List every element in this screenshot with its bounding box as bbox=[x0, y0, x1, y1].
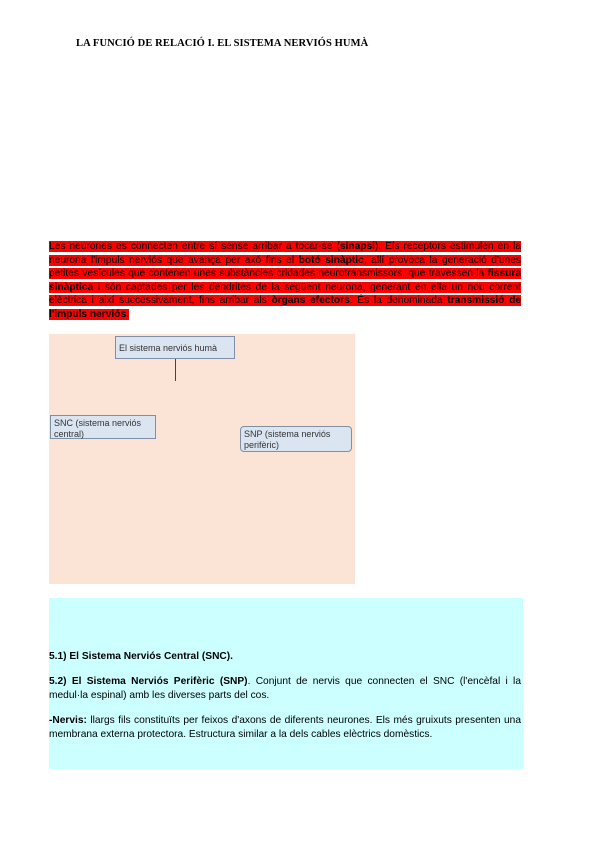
term-sinapsi: sinapsi bbox=[339, 241, 375, 252]
section-snp-paragraph bbox=[49, 675, 521, 702]
text-run: i són captades per les dendrites de la següent neurona, generant en ella un nou corrent elèctrica i així successivament, fins arribar als bbox=[49, 281, 521, 307]
section-snp-text: . Conjunt de nervis que connecten el SNC (l'encèfal i la medul·la espinal) amb les diverses parts del cos. bbox=[49, 676, 521, 701]
diagram-connector bbox=[175, 359, 176, 381]
term-boto-sinaptic: botó sinàptic bbox=[298, 254, 364, 266]
nervis-text: llargs fils constituïts per feixos d'axons de diferents neurones. Els més gruixuts presenten una membrana externa protectora. Estructura similar a la dels cables elèctrics domèstics. bbox=[49, 715, 521, 740]
text-run: ). Els receptors estimulen en la neurona l'impuls nerviós que avança per axó fins el bbox=[49, 241, 521, 266]
page-title: LA FUNCIÓ DE RELACIÓ I. EL SISTEMA NERVIÓS HUMÀ bbox=[76, 38, 369, 49]
diagram-snc-box: SNC (sistema nerviós central) bbox=[50, 415, 156, 439]
text-run: Les neurones es connecten entre sí sense arribar a tocar-se ( bbox=[49, 241, 340, 252]
nervis-paragraph bbox=[49, 714, 521, 741]
nervis-label: -Nervis: bbox=[49, 715, 87, 726]
section-snc-heading: 5.1) El Sistema Nerviós Central (SNC). bbox=[49, 651, 234, 662]
term-fissura: fissura sinàptica bbox=[49, 268, 521, 293]
section-snp-heading: 5.2) El Sistema Nerviós Perifèric (SNP) bbox=[49, 676, 248, 687]
term-organs: òrgans efectors bbox=[271, 295, 350, 307]
term-transmissio: transmissió de l'impuls nerviós. bbox=[49, 295, 522, 320]
highlighted-text bbox=[49, 241, 521, 320]
synapse-paragraph bbox=[49, 240, 521, 322]
text-run: , allí provoca la generació d'unes petites vesícules que contenen unes substàncies cridades neurotransmissors, que travessen la bbox=[49, 254, 522, 280]
diagram-area bbox=[49, 334, 355, 584]
text-run: . És la denominada bbox=[349, 295, 448, 307]
diagram-root-box: El sistema nerviós humà bbox=[115, 336, 235, 359]
diagram-snp-box: SNP (sistema nerviós perifèric) bbox=[240, 426, 352, 452]
